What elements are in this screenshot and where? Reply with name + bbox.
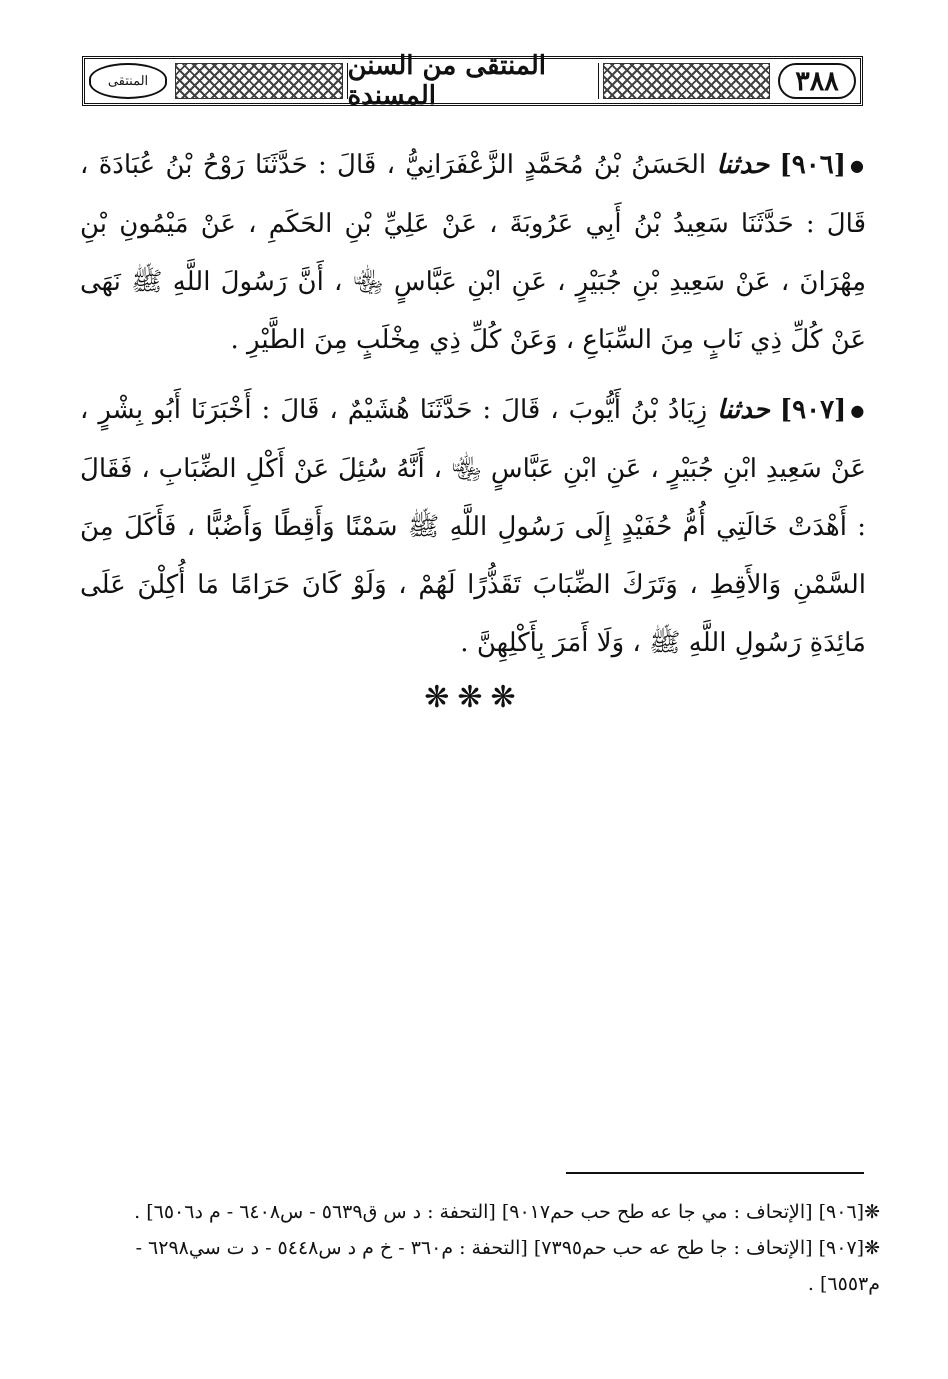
footnote-rule	[566, 1172, 864, 1174]
header-ornament-left	[175, 63, 343, 99]
footnotes	[80, 1194, 880, 1302]
section-separator: ❋❋❋	[424, 680, 524, 715]
page-number: ٣٨٨	[778, 63, 856, 99]
running-title: المنتقى من السنن المسندة	[347, 63, 599, 99]
hadith-number: [٩٠٧]	[779, 395, 847, 425]
hadith-text: الحَسَنُ بْنُ مُحَمَّدٍ الزَّعْفَرَانِيُّ ، قَالَ : حَدَّثَنَا رَوْحُ بْنُ عُبَادَةَ ، قَالَ : حَدَّثَنَا سَعِيدُ بْنُ أَبِي عَرُوبَةَ ، عَنْ عَلِيِّ بْنِ الحَكَمِ ، عَنْ مَيْمُونِ بْنِ مِهْرَانَ ، عَنْ سَعِيدِ بْنِ جُبَيْرٍ ، عَنِ ابْنِ عَبَّاسٍ ﵄ ، أَنَّ رَسُولَ اللَّهِ ﷺ نَهَى عَنْ كُلِّ ذِي نَابٍ مِنَ السِّبَاعِ ، وَعَنْ كُلِّ ذِي مِخْلَبٍ مِنَ الطَّيْرِ .	[80, 150, 866, 355]
medallion-logo	[89, 63, 167, 99]
hadith-907	[80, 381, 866, 672]
hadith-opening: حدثنا	[717, 395, 770, 425]
header-ornament-right	[603, 63, 771, 99]
hadith-opening: حدثنا	[716, 150, 770, 180]
main-text	[80, 136, 866, 684]
page-header	[82, 51, 863, 111]
footnote-906: ❋[٩٠٦] [الإتحاف : مي جا عه طح حب حم٩٠١٧] [التحفة : د س ق٥٦٣٩ - س٦٤٠٨ - م د٦٥٠٦] .	[134, 1201, 880, 1223]
medallion-text: المنتقى	[107, 73, 149, 89]
hadith-906	[80, 136, 866, 369]
bullet-icon: ●	[850, 401, 867, 420]
footnote-907: ❋[٩٠٧] [الإتحاف : جا طح عه حب حم٧٣٩٥] [التحفة : م٣٦٠ - خ م د س٥٤٤٨ - د ت سي٦٢٩٨ - م٦٥٥٣] .	[135, 1237, 880, 1295]
hadith-number: [٩٠٦]	[779, 150, 846, 180]
hadith-text: زِيَادُ بْنُ أَيُّوبَ ، قَالَ : حَدَّثَنَا هُشَيْمٌ ، قَالَ : أَخْبَرَنَا أَبُو بِشْرٍ ، عَنْ سَعِيدِ ابْنِ جُبَيْرٍ ، عَنِ ابْنِ عَبَّاسٍ ﵄ ، أَنَّهُ سُئِلَ عَنْ أَكْلِ الضِّبَابِ ، فَقَالَ : أَهْدَتْ خَالَتِي أُمُّ حُفَيْدٍ إِلَى رَسُولِ اللَّهِ ﷺ سَمْنًا وَأَقِطًا وَأَضُبًّا ، فَأَكَلَ مِنَ السَّمْنِ وَالأَقِطِ ، وَتَرَكَ الضِّبَابَ تَقَذُّرًا لَهُمْ ، وَلَوْ كَانَ حَرَامًا مَا أُكِلْنَ عَلَى مَائِدَةِ رَسُولِ اللَّهِ ﷺ ، وَلَا أَمَرَ بِأَكْلِهِنَّ .	[80, 395, 866, 658]
bullet-icon: ●	[850, 156, 866, 175]
